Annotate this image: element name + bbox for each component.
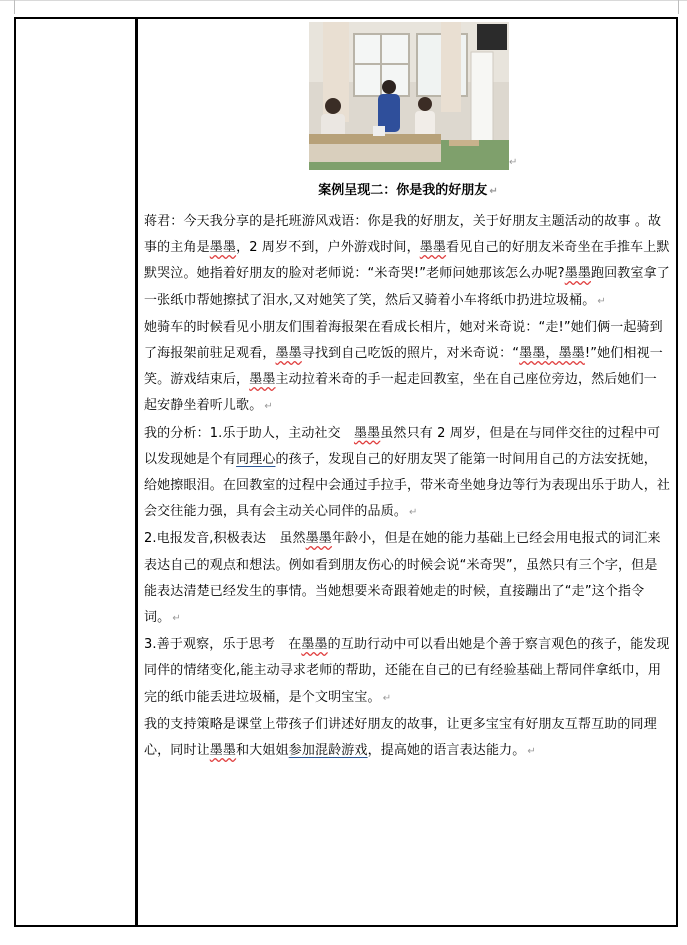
case-title [140,179,676,198]
paragraph-mark: ↵ [172,613,181,625]
text-run: 我的分析：1.乐于助人，主动社交 [144,425,354,441]
name-momo: 墨墨 [209,743,237,759]
classroom-photo-graphic [309,22,509,170]
name-momo: 墨墨 [209,240,237,256]
paragraph-mark: ↵ [527,746,536,758]
text-run: 主动拉着米奇的手一起走回教室，坐在自己座位旁边，然后她们一起安静坐着听儿歌。 [144,372,657,414]
paragraph-6 [144,712,670,765]
name-momo: 墨墨 [353,425,381,441]
text-run: 的互助行动中可以看出她是个善于察言观色的孩子，能发现同伴的情绪变化,能主动寻求老师的帮助，还能在自己的已有经验基础上帮同伴拿纸巾，用完的纸巾能丢进垃圾桶，是个文明宝宝。 [144,637,670,705]
text-run: ，2 周岁不到，户外游戏时间， [236,240,420,256]
paragraph-1 [144,209,670,315]
paragraph-mark: ↵ [509,157,518,168]
text-run: 看见自己的好朋友米奇坐在手推车上默默哭泣。她指着好朋友的脸对老师说：“米奇哭!”老师问她那该怎么办呢? [144,240,670,282]
paragraph-mark: ↵ [489,186,498,197]
text-run: !”她们相视一笑。游戏结束后， [144,346,663,388]
page-top-line [0,0,687,1]
text-run: 蒋君：今天我分享的是托班游风戏语：你是我的好朋友，关于好朋友主题活动的故事 。故事的主角是 [144,214,662,256]
paragraph-4 [144,526,670,632]
classroom-photo [309,22,509,170]
name-momo: 墨墨 [301,637,328,653]
text-run: 年龄小，但是在她的能力基础上已经会用电报式的词汇来表达自己的观点和想法。例如看到朋友伤心的时候会说“米奇哭”，虽然只有三个字，但是能表达清楚已经发生的事情。当她想要米奇跟着她走的时候，直接蹦出了“走”这个指令词。 [144,531,661,626]
document-body [144,209,670,765]
paragraph-mark: ↵ [597,295,606,307]
text-run: 她骑车的时候看见小朋友们围着海报架在看成长相片，她对米奇说：“走!”她们俩一起骑到了海报架前驻足观看， [144,319,663,362]
term-mixed-age-games: 参加混龄游戏 [288,743,368,759]
name-momo: 墨墨 [275,346,302,362]
text-run: 寻找到自己吃饭的照片，对米奇说：“ [301,346,520,362]
paragraph-2 [144,315,670,421]
text-run: 2.电报发音,积极表达 虽然 [144,531,306,547]
paragraph-3 [144,421,670,527]
name-momo: 墨墨 [249,372,276,388]
content-cell [140,19,676,925]
text-run: 我的支持策略是课堂上带孩子们讲述好朋友的故事，让更多宝宝有好朋友互帮互助的同理心，同时让 [144,716,657,759]
margin-mark-right [678,0,679,14]
text-run: 跑回教室拿了一张纸巾帮她擦拭了泪水,又对她笑了笑，然后又骑着小车将纸巾扔进垃圾桶。 [144,266,670,308]
term-empathy: 同理心 [236,451,276,467]
name-momo: 墨墨 [564,266,591,282]
text-run: 和大姐姐 [236,743,289,759]
text-run: 的孩子，发现自己的好朋友哭了能第一时间用自己的方法安抚她，给她擦眼泪。在回教室的过程中会通过手拉手，带米奇坐她身边等行为表现出乐于助人，社会交往能力强，具有会主动关心同伴的品质。 [144,451,671,520]
name-momo: 墨墨 [305,531,332,547]
document-table [14,17,678,927]
margin-mark-left [14,0,15,14]
name-momo: 墨墨，墨墨 [519,346,585,362]
name-momo: 墨墨 [419,240,447,256]
text-run: 3.善于观察，乐于思考 在 [144,637,302,653]
paragraph-mark: ↵ [382,692,392,704]
text-run: 虽然只有 2 周岁，但是在与同伴交往的过程中可以发现她是个有 [144,425,661,467]
paragraph-mark: ↵ [264,401,273,413]
text-run: ，提高她的语言表达能力。 [367,743,526,759]
column-divider [135,19,138,925]
paragraph-5 [144,632,670,712]
paragraph-mark: ↵ [409,507,418,519]
case-title-text: 案例呈现二：你是我的好朋友 [318,183,488,198]
